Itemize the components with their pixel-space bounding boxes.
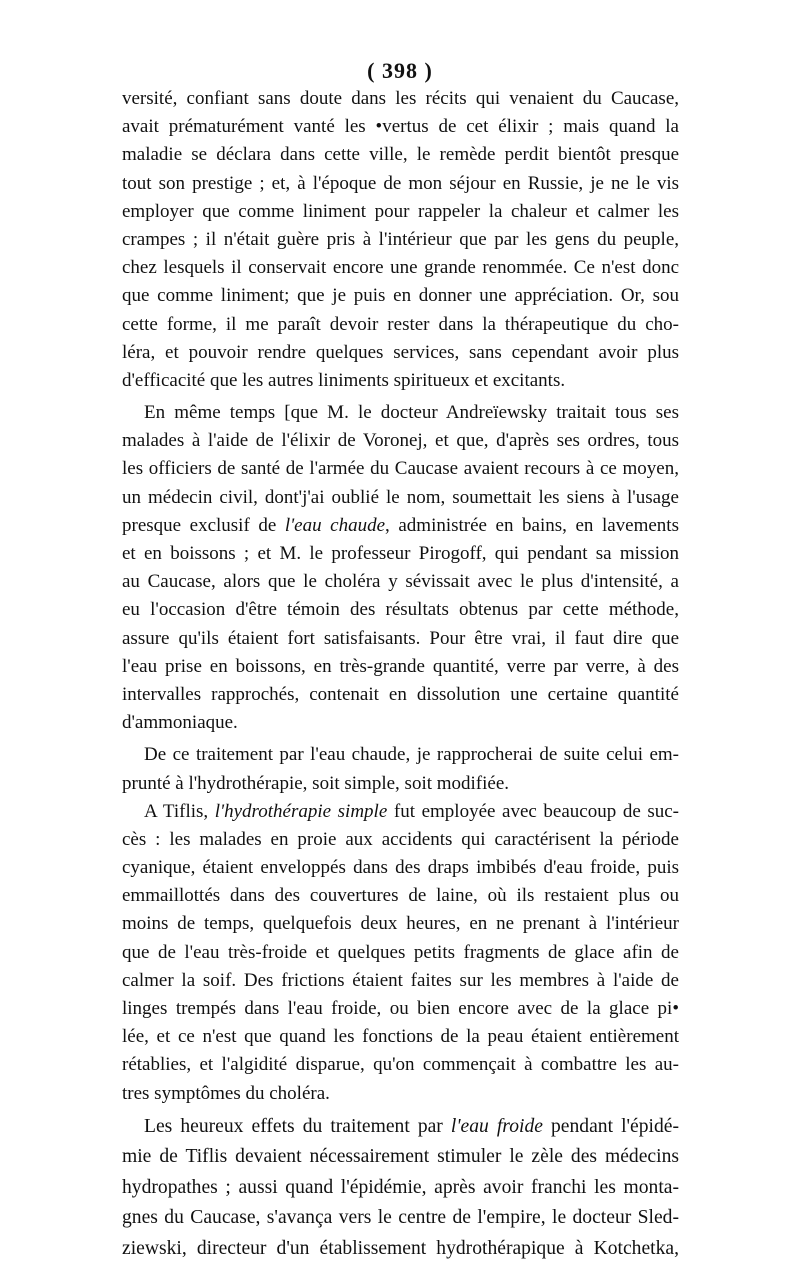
text-line: léra, et pouvoir rendre quelques services, sans cependant avoir plus [122, 341, 679, 363]
text-run: presque exclusif de [122, 514, 285, 536]
text-line: lée, et ce n'est que quand les fonctions de la peau étaient entièrement [122, 1026, 679, 1048]
text-line: d'efficacité que les autres liniments spiritueux et excitants. [122, 369, 566, 391]
text-line-mixed [122, 512, 679, 540]
text-line: hydropathes ; aussi quand l'épidémie, après avoir franchi les monta- [122, 1176, 679, 1198]
text-line: intervalles rapprochés, contenait en dissolution une certaine quantité [122, 683, 679, 705]
text-line-mixed [122, 1112, 679, 1143]
text-line: employer que comme liniment pour rappeler la chaleur et calmer les [122, 200, 679, 222]
text-line: les officiers de santé de l'armée du Caucase avaient recours à ce moyen, [122, 458, 679, 480]
text-line: cyanique, étaient enveloppés dans des draps imbibés d'eau froide, puis [122, 857, 679, 879]
text-line: que comme liniment; que je puis en donner une appréciation. Or, sou [122, 285, 679, 307]
text-line: ziewski, directeur d'un établissement hydrothérapique à Kotchetka, [122, 1237, 679, 1259]
text-line: d'ammoniaque. [122, 712, 238, 734]
text-line: emmaillottés dans des couvertures de laine, où ils restaient plus ou [122, 885, 679, 907]
page-number: ( 398 ) [367, 58, 433, 83]
text-line: cès : les malades en proie aux accidents qui caractérisent la période [122, 828, 679, 850]
text-line: et en boissons ; et M. le professeur Pirogoff, qui pendant sa mission [122, 543, 679, 564]
text-line: moins de temps, quelquefois deux heures, en ne prenant à l'intérieur [122, 913, 679, 935]
text-line: rétablies, et l'algidité disparue, qu'on commençait à combattre les au- [122, 1054, 679, 1076]
text-line: un médecin civil, dont'j'ai oublié le nom, soumettait les siens à l'usage [122, 486, 679, 508]
italic-phrase: l'eau chaude [284, 514, 386, 536]
text-line: tout son prestige ; et, à l'époque de mon séjour en Russie, je ne le vis [122, 172, 679, 194]
text-line: tres symptômes du choléra. [122, 1082, 330, 1104]
body-text [122, 85, 679, 1264]
paragraph-5 [122, 1112, 679, 1264]
text-line: mie de Tiflis devaient nécessairement stimuler le zèle des médecins [122, 1146, 679, 1168]
text-line: gnes du Caucase, s'avança vers le centre de l'empire, le docteur Sled- [122, 1207, 679, 1229]
paragraph-1 [122, 85, 679, 395]
text-line: malades à l'aide de l'élixir de Voronej, et que, d'après ses ordres, tous [122, 430, 679, 452]
paragraph-4 [122, 798, 679, 1108]
text-line: crampes ; il n'était guère pris à l'intérieur que par les gens du peuple, [122, 228, 679, 250]
paragraph-3 [122, 741, 679, 797]
italic-phrase: l'eau froide [450, 1115, 543, 1137]
text-line: eu l'occasion d'être témoin des résultats obtenus par cette méthode, [122, 599, 679, 621]
text-run: fut employée avec beaucoup de suc- [387, 800, 680, 822]
text-line: avait prématurément vanté les •vertus de cet élixir ; mais quand la [122, 116, 679, 138]
text-line: l'eau prise en boissons, en très-grande quantité, verre par verre, à des [122, 655, 679, 677]
text-line: assure qu'ils étaient fort satisfaisants. Pour être vrai, il faut dire que [122, 627, 679, 649]
italic-phrase: l'hydrothérapie simple [214, 800, 388, 822]
text-line: calmer la soif. Des frictions étaient faites sur les membres à l'aide de [122, 969, 679, 991]
text-line-mixed [122, 798, 679, 826]
text-run: pendant l'épidé- [542, 1115, 680, 1137]
text-line: versité, confiant sans doute dans les récits qui venaient du Caucase, [122, 88, 679, 109]
text-line: chez lesquels il conservait encore une grande renommée. Ce n'est donc [122, 257, 679, 279]
paragraph-2 [122, 399, 679, 737]
text-line: maladie se déclara dans cette ville, le remède perdit bientôt presque [122, 144, 679, 166]
text-line: que de l'eau très-froide et quelques petits fragments de glace afin de [122, 941, 679, 963]
text-line: prunté à l'hydrothérapie, soit simple, soit modifiée. [122, 772, 510, 794]
text-line: cette forme, il me paraît devoir rester dans la thérapeutique du cho- [122, 313, 679, 335]
text-line: En même temps [que M. le docteur Andreïewsky traitait tous ses [144, 402, 679, 424]
text-run: Les heureux effets du traitement par [144, 1115, 451, 1137]
text-run: , administrée en bains, en lavements [385, 514, 679, 536]
text-line: linges trempés dans l'eau froide, ou bien encore avec de la glace pi• [122, 998, 679, 1019]
text-run: A Tiflis, [144, 800, 215, 822]
text-line: De ce traitement par l'eau chaude, je rapprocherai de suite celui em- [144, 744, 679, 766]
text-line: au Caucase, alors que le choléra y sévissait avec le plus d'intensité, a [122, 571, 679, 593]
